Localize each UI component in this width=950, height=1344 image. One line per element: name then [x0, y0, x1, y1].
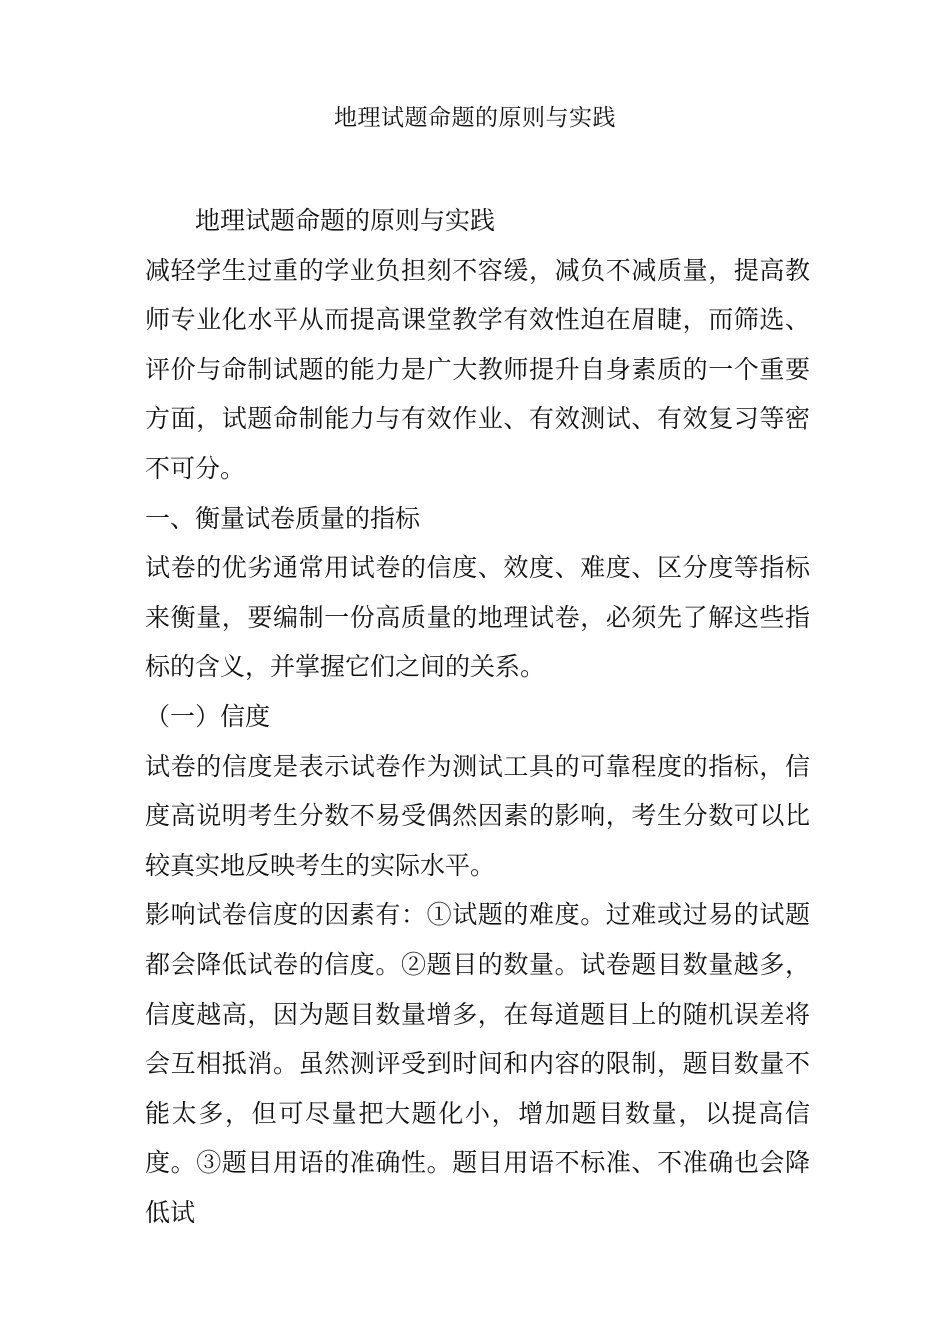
paragraph-intro: 减轻学生过重的学业负担刻不容缓，减负不减质量，提高教师专业化水平从而提高课堂教学有效性迫在眉睫，而筛选、评价与命制试题的能力是广大教师提升自身素质的一个重要方面，试题命制能力与有效作业、有效测试、有效复习等密不可分。	[145, 255, 810, 483]
section-heading-indicators: 一、衡量试卷质量的指标	[145, 503, 421, 533]
document-body	[145, 196, 810, 1237]
body-heading: 地理试题命题的原则与实践	[195, 206, 496, 235]
document-title: 地理试题命题的原则与实践	[334, 105, 616, 131]
paragraph-reliability: 试卷的信度是表示试卷作为测试工具的可靠程度的指标，信度高说明考生分数不易受偶然因素的影响，考生分数可以比较真实地反映考生的实际水平。	[145, 751, 810, 880]
paragraph-indicators: 试卷的优劣通常用试卷的信度、效度、难度、区分度等指标来衡量，要编制一份高质量的地理试卷，必须先了解这些指标的含义，并掌握它们之间的关系。	[145, 553, 810, 682]
paragraph-reliability-factors: 影响试卷信度的因素有：①试题的难度。过难或过易的试题都会降低试卷的信度。②题目的数量。试卷题目数量越多，信度越高，因为题目数量增多，在每道题目上的随机误差将会互相抵消。虽然测评受到时间和内容的限制，题目数量不能太多，但可尽量把大题化小，增加题目数量，以提高信度。③题目用语的准确性。题目用语不标准、不准确也会降低试	[145, 900, 810, 1227]
subsection-heading-reliability: （一）信度	[145, 701, 271, 731]
